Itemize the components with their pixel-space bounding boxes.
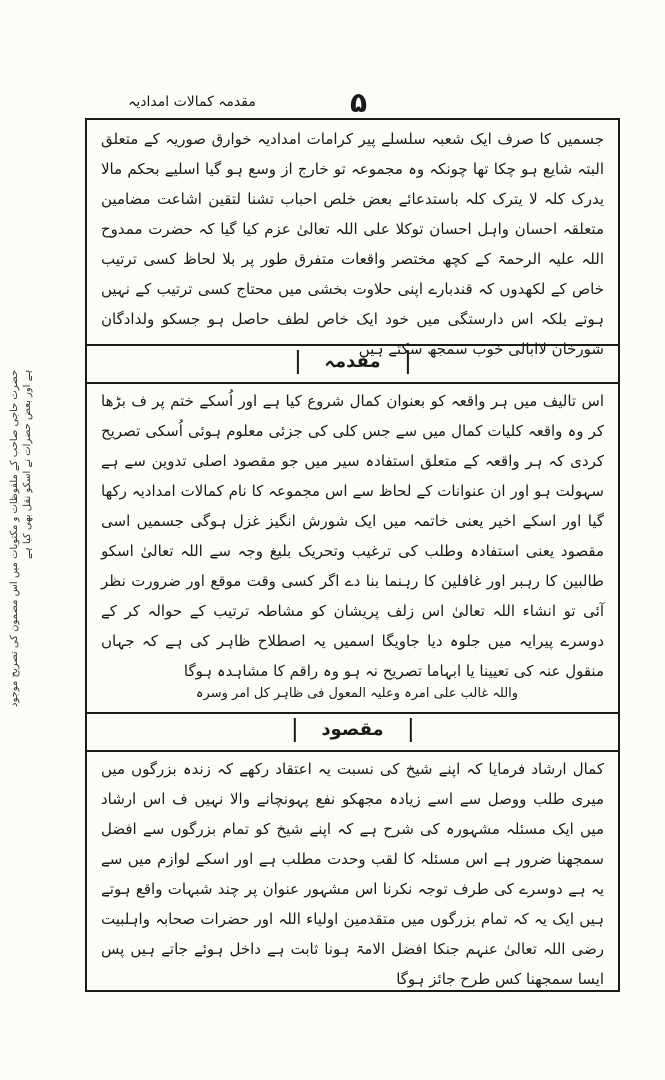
page-number: ۵ <box>350 86 368 119</box>
page-header <box>92 86 612 120</box>
muqaddama-paragraph <box>87 386 618 686</box>
running-title: مقدمہ کمالات امدادیہ <box>128 94 256 110</box>
maqsood-text: کمال ارشاد فرمایا کہ اپنے شیخ کی نسبت یہ اعتقاد رکھے کہ زندہ بزرگوں میں میری طلب ووصل سے اسے زیادہ مجھکو نفع پہونچانے والا نہیں ف اس ارشاد میں ایک مسئلہ مشہورہ کی شرح ہے کہ اپنے شیخ کو تمام بزرگوں سے افضل سمجھنا ضرور ہے اس مسئلہ کا لقب وحدت مطلب ہے اور اسکے لوازم میں سے یہ ہے دوسرے کی طرف توجہ نکرنا اس مشہور عنوان پر چند شبہات واقع ہوتے ہیں ایک یہ کہ تمام بزرگوں میں متقدمین اولیاء اللہ اور حضرات صحابہ واہلبیت رضی اللہ تعالیٰ عنہم جنکا افضل الامۃ ہونا ثابت ہے داخل ہوئے جاتے ہیں پس ایسا سمجھنا کس طرح جائز ہوگا <box>101 760 604 988</box>
section-heading-box <box>87 712 618 752</box>
handwritten-margin-note: حضرت حاجی صاحب کے ملفوظات و مکتوبات میں اس مضمون کی تصریح موجود ہے اور بعض حضرات نے اسکو نقل بھی کیا ہے <box>9 370 33 708</box>
closing-line: واللہ غالب علی امرہ وعلیہ المعول فی ظاہر کل امر وسرہ <box>195 686 519 701</box>
muqaddama-text: اس تالیف میں ہر واقعہ کو بعنوان کمال شروع کیا ہے اور اُسکے ختم پر ف بڑھا کر وہ واقعہ کلیات کمال میں سے جس کلی کی جزئی معلوم ہوئی اُسکی تصریح کردی کہ ہر واقعہ کے متعلق استفادہ سیر میں جو مقصود اصلی تدوین سے ہے سہولت ہو اور ان عنوانات کے لحاظ سے اس مجموعہ کا نام کمالات امدادیہ رکھا گیا اور اسکے اخیر یعنی خاتمہ میں ایک شورش انگیز غزل ہوگی جسمیں اسی مقصود یعنی استفادہ وطلب کی ترغیب وتحریک بلیغ وجہ سے اللہ تعالیٰ اسکو طالبین کا رہبر اور غافلین کا رہنما بنا دے اگر کسی وقت موقع اور ضرورت نظر آئی تو انشاء اللہ تعالیٰ اس زلف پریشان کو مشاطہ ترتیب کے حوالہ کر کے دوسرے پیرایہ میں جلوہ دیا جاویگا اسمیں یہ اصطلاح ظاہر کی ہے کہ جہاں منقول عنہ کی تعیینا یا ابہاما تصریح نہ ہو وہ راقم کا مشاہدہ ہوگا <box>101 392 604 680</box>
intro-text: جسمیں کا صرف ایک شعبہ سلسلے پیر کرامات امدادیہ خوارق صوریہ کے متعلق البتہ شایع ہو چکا تھا چونکہ وہ مجموعہ تو خارج از وسع ہو گیا اسلیے بحکم مالا یدرک کلہ لا یترک کلہ باستدعائے بعض خلص احباب تشنا لتقین اشاعت مضامین متعلقہ احسان واہل احسان توکلا علی اللہ تعالیٰ عزم کیا گیا کہ حضرت ممدوح اللہ علیہ الرحمۃ کے کچھ مختصر واقعات متفرق طور پر بلا لحاظ کسی ترتیب خاص کے لکھدوں کہ قندبارے اپنی حلاوت بخشی میں محتاج کسی ترتیب کے نہیں ہوتے بلکہ اس دارستگی میں خود ایک خاص لطف حاصل ہو جسکو ولدادگان شورخان لاابالی خوب سمجھ سکتے ہیں <box>101 130 604 358</box>
section-heading-muqaddama: مقدمہ <box>296 350 408 374</box>
section-heading-box <box>87 344 618 384</box>
section-heading-maqsood: مقصود <box>293 718 411 742</box>
text-frame <box>85 118 620 992</box>
intro-paragraph <box>87 124 618 364</box>
maqsood-paragraph <box>87 754 618 994</box>
